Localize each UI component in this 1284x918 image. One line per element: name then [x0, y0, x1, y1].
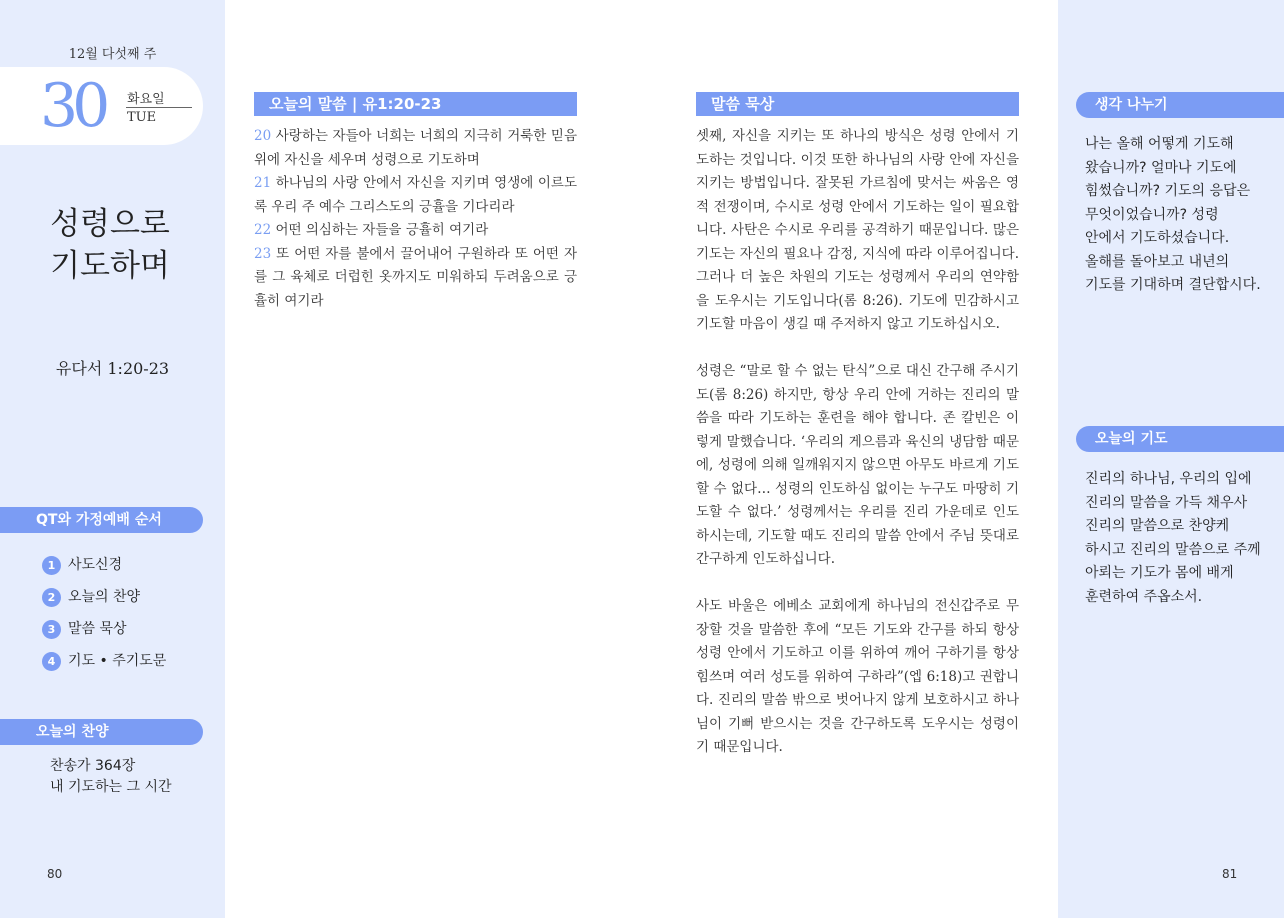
page-number-right: 81 [1222, 867, 1238, 881]
share-line: 무엇이었습니까? 성령 [1085, 206, 1219, 223]
order-item-label: 말씀 묵상 [68, 621, 127, 637]
hymn-title: 내 기도하는 그 시간 [50, 779, 172, 795]
verse-number: 20 [254, 128, 272, 144]
prayer-line: 하시고 진리의 말씀으로 주께 [1085, 541, 1261, 558]
share-line: 나는 올해 어떻게 기도해 [1085, 136, 1234, 152]
left-sidebar [0, 0, 225, 918]
verse-text: 어떤 의심하는 자들을 긍휼히 여기라 [271, 222, 489, 238]
order-item-label: 오늘의 찬양 [68, 589, 141, 605]
verses-body [254, 125, 577, 313]
prayer-heading: 오늘의 기도 [1076, 426, 1284, 452]
hymn-number: 찬송가 364장 [50, 758, 136, 774]
verse-text: 하나님의 사랑 안에서 자신을 지키며 영생에 이르도록 우리 주 예수 그리스도의 긍휼을 기다리라 [254, 175, 577, 215]
day-number: 30 [40, 71, 105, 141]
order-number-badge: 1 [42, 556, 61, 575]
meditation-paragraph: 사도 바울은 에베소 교회에게 하나님의 전신갑주로 무장할 것을 말씀한 후에 “모든 기도와 간구를 하되 항상 성령 안에서 기도하고 이를 위하여 깨어 구하기를 항상 힘쓰며 여러 성도를 위하여 구하라”(엡 6:18)고 권합니다. 진리의 말씀 밖으로 벗어나지 않게 보호하시고 하나님이 기뻐 받으시는 것을 간구하도록 도우시는 성령이기 때문입니다. [696, 598, 1019, 755]
share-line: 올해를 돌아보고 내년의 [1085, 253, 1230, 270]
order-item-label: 기도 • 주기도문 [68, 653, 167, 669]
weekday-english: TUE [127, 110, 157, 125]
verse-number: 23 [254, 245, 272, 262]
page-title: 성령으로 기도하며 [50, 206, 170, 284]
share-questions [1085, 133, 1275, 298]
hymn-info [50, 756, 172, 798]
page-number-left: 80 [47, 867, 63, 881]
weekday-korean: 화요일 [127, 92, 165, 107]
order-number-badge: 4 [42, 652, 61, 671]
order-heading: QT와 가정예배 순서 [0, 507, 203, 533]
verse-text: 또 어떤 자를 불에서 끌어내어 구원하라 또 어떤 자를 그 육체로 더럽힌 옷까지도 미워하되 두려움으로 긍휼히 여기라 [254, 245, 577, 309]
meditation-paragraph: 성령은 “말로 할 수 없는 탄식”으로 대신 간구해 주시기도(롬 8:26) 하지만, 항상 우리 안에 거하는 진리의 말씀을 따라 기도하는 훈련을 해야 합니다. 존 칼빈은 이렇게 말했습니다. ‘우리의 게으름과 육신의 냉담함 때문에, 성령에 의해 일깨워지지 않으면 아무도 바르게 기도할 수 없다… 성령의 인도하심 없이는 누구도 마땅히 기도할 수 없다.’ 성령께서는 우리를 진리 가운데로 인도하시는데, 기도할 때도 진리의 말씀 안에서 주님 뜻대로 간구하게 인도하십니다. [696, 363, 1019, 567]
verses-heading: 오늘의 말씀 | 유1:20-23 [254, 92, 577, 116]
week-label: 12월 다섯째 주 [68, 47, 157, 62]
share-line: 기도를 기대하며 결단합시다. [1085, 277, 1261, 293]
meditation-heading: 말씀 묵상 [696, 92, 1019, 116]
share-heading: 생각 나누기 [1076, 92, 1284, 118]
order-item-apostles-creed [42, 555, 122, 575]
order-item-meditation [42, 619, 127, 639]
scripture-reference: 유다서 1:20-23 [55, 359, 170, 378]
prayer-line: 진리의 말씀을 가득 채우사 [1085, 494, 1248, 511]
meditation-body [696, 125, 1019, 783]
order-item-label: 사도신경 [68, 557, 123, 573]
order-item-todays-hymn [42, 587, 140, 607]
share-line: 안에서 기도하셨습니다. [1085, 230, 1230, 246]
share-line: 왔습니까? 얼마나 기도에 [1085, 159, 1237, 176]
hymn-heading: 오늘의 찬양 [0, 719, 203, 745]
meditation-paragraph: 셋째, 자신을 지키는 또 하나의 방식은 성령 안에서 기도하는 것입니다. 이것 또한 하나님의 사랑 안에 자신을 지키는 방법입니다. 잘못된 가르침에 맞서는 싸움은 영적 전쟁이며, 수시로 성령 안에서 기도하는 일이 필요합니다. 사탄은 수시로 우리를 공격하기 때문입니다. 많은 기도는 자신의 필요나 감정, 지식에 따라 이루어집니다. 그러나 더 높은 차원의 기도는 성령께서 우리의 연약함을 도우시는 기도입니다(롬 8:26). 기도에 민감하시고 기도할 마음이 생길 때 주저하지 않고 기도하십시오. [696, 128, 1019, 332]
prayer-line: 훈련하여 주옵소서. [1085, 588, 1203, 605]
prayer-line: 진리의 하나님, 우리의 입에 [1085, 471, 1252, 487]
order-number-badge: 3 [42, 620, 61, 639]
prayer-line: 진리의 말씀으로 찬양케 [1085, 518, 1230, 534]
prayer-text [1085, 468, 1275, 609]
prayer-line: 아뢰는 기도가 몸에 배게 [1085, 565, 1234, 581]
verse-text: 사랑하는 자들아 너희는 너희의 지극히 거룩한 믿음 위에 자신을 세우며 성령으로 기도하며 [254, 128, 577, 168]
verse-number: 22 [254, 222, 272, 238]
verse-number: 21 [254, 175, 272, 191]
weekday-divider [126, 107, 192, 108]
order-item-prayer [42, 651, 166, 671]
share-line: 힘썼습니까? 기도의 응답은 [1085, 183, 1251, 199]
order-number-badge: 2 [42, 588, 61, 607]
